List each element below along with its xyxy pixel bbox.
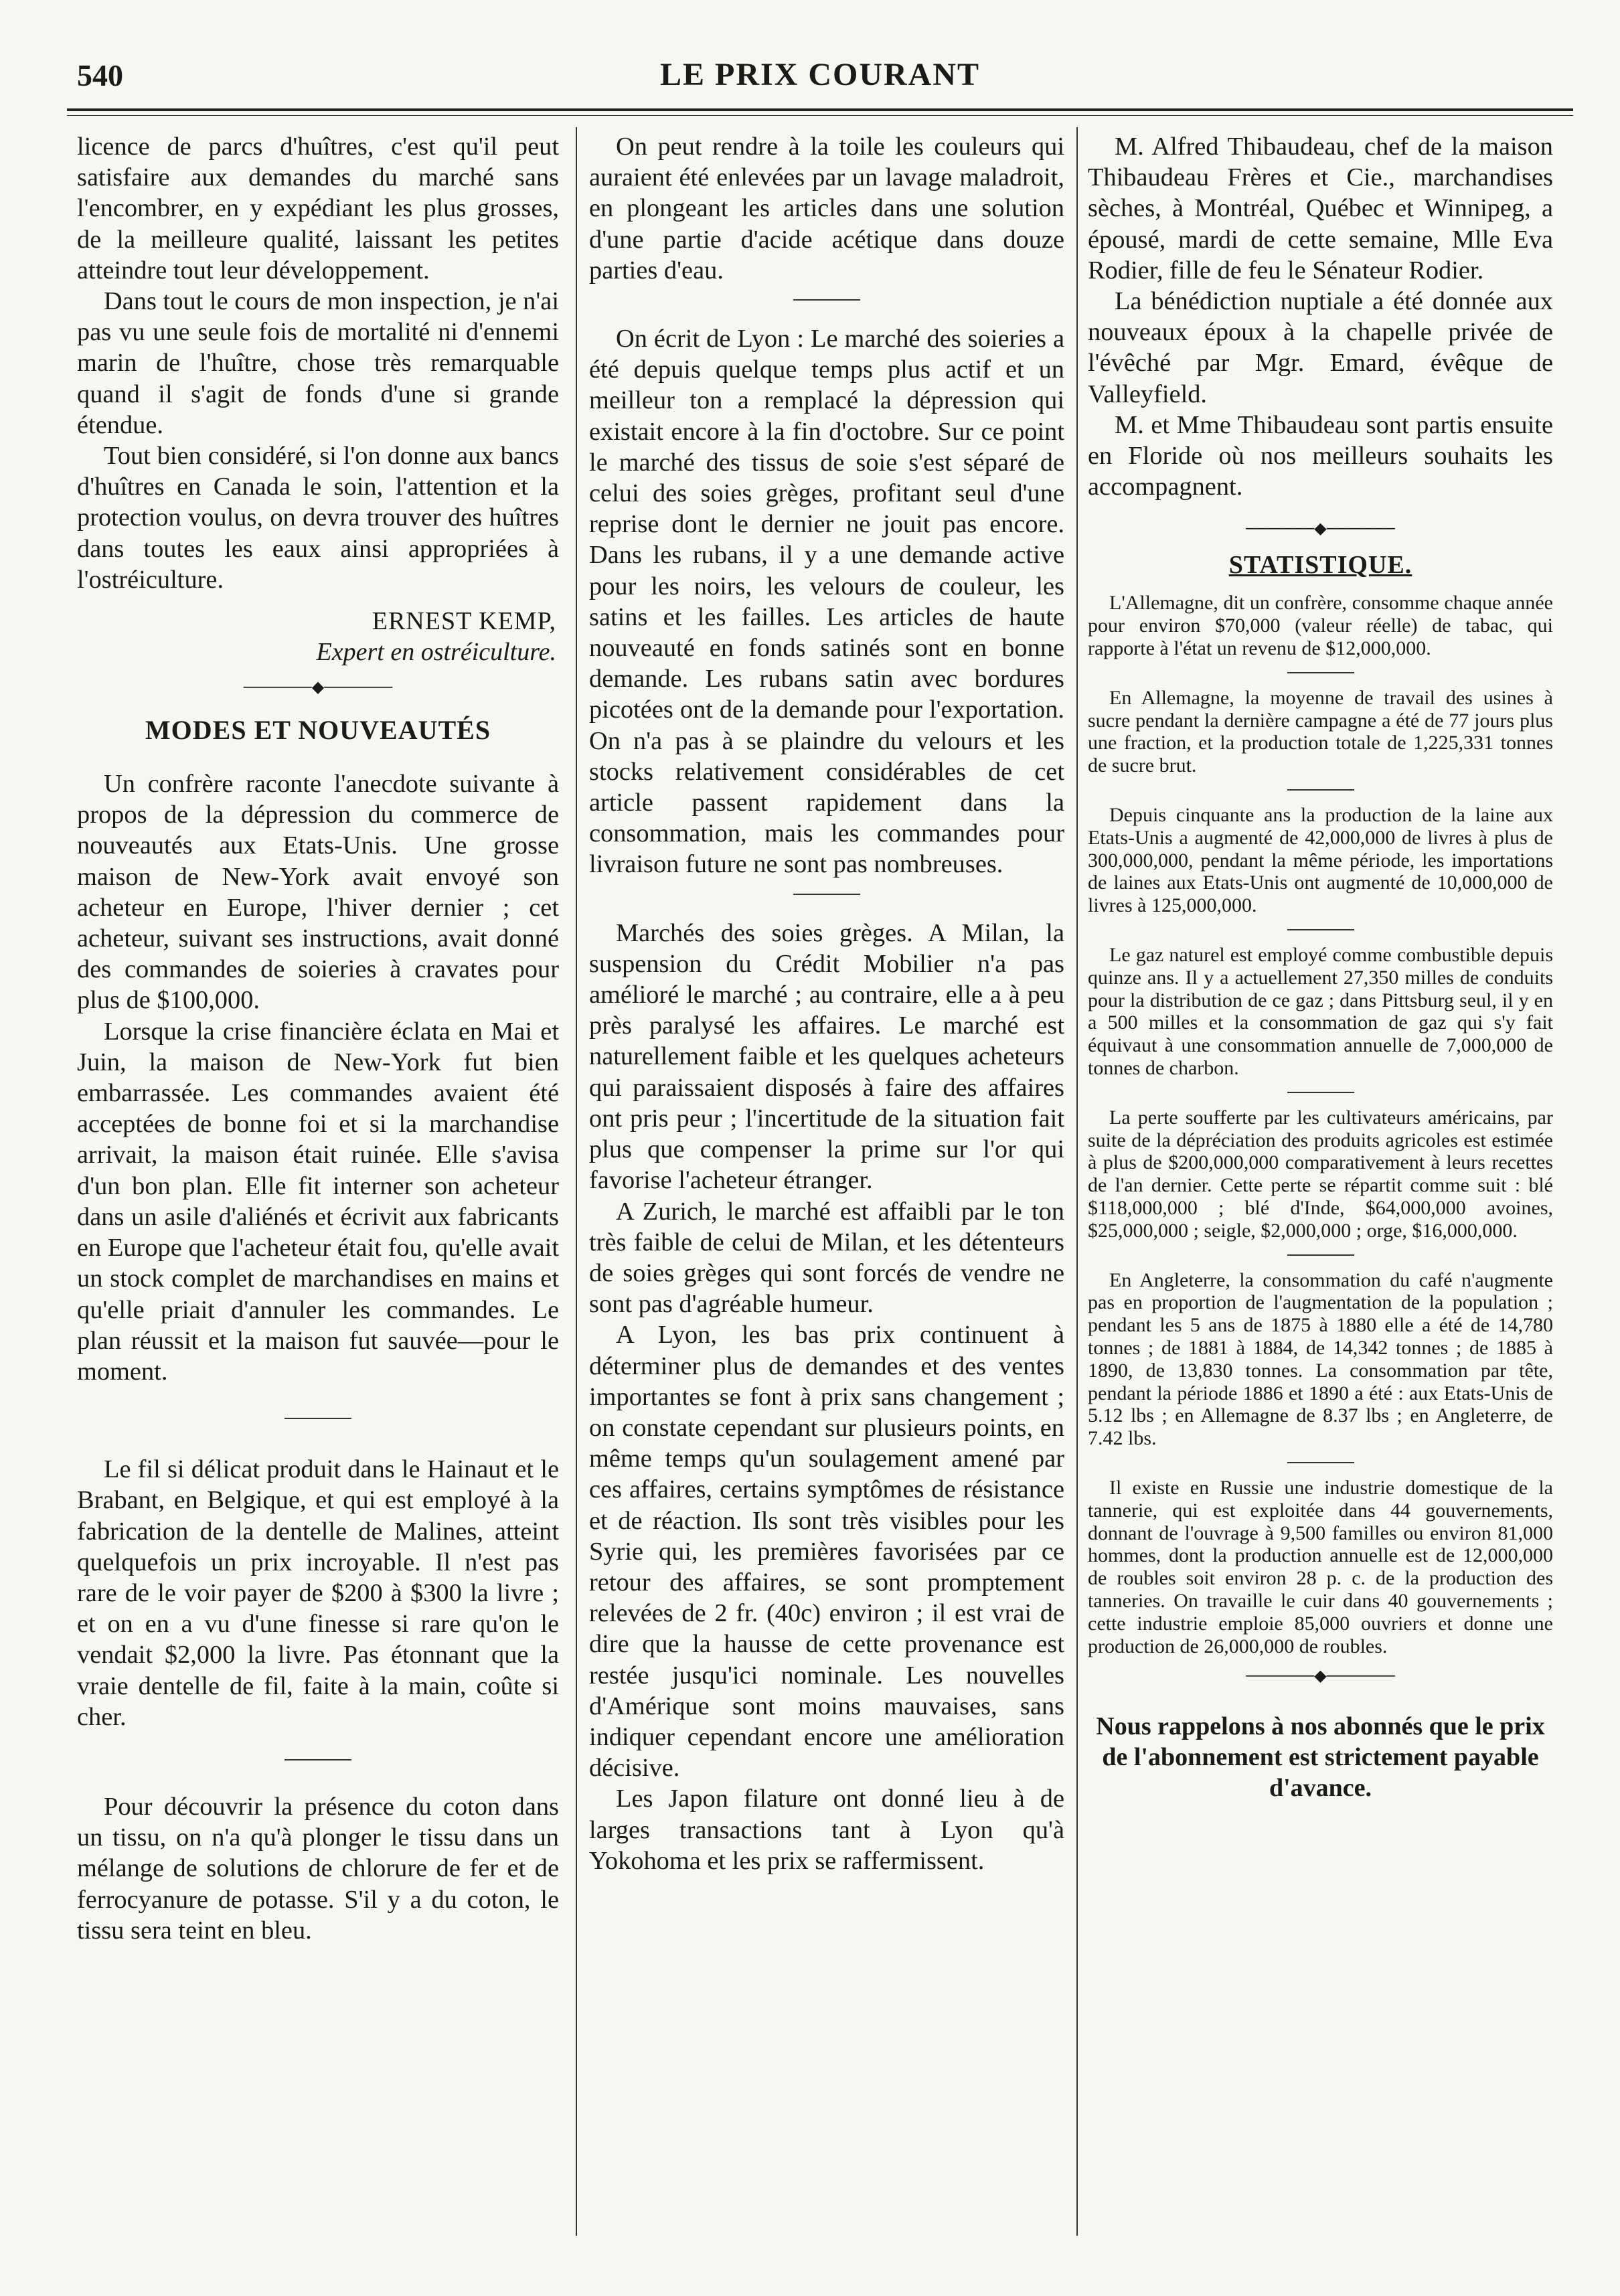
masthead-title: LE PRIX COURANT	[659, 57, 981, 92]
article-separator	[285, 1418, 351, 1419]
stat-us-wool: Depuis cinquante ans la production de la laine aux Etats-Unis a augmenté de 42,000,000 de livres à plus de 300,000,000, pendant la même période, les importations de laines aux Etats-Unis ont augmenté de 10,000,000 de livres à 125,000,000.	[1088, 804, 1553, 917]
japan-paragraph: Les Japon filature ont donné lieu à de larges transactions tant à Lyon qu'à Yokohoma et les prix se raffermissent.	[589, 1785, 1064, 1875]
zurich-paragraph: A Zurich, le marché est affaibli par le ton très faible de celui de Milan, et les détenteurs de soies grèges qui sont forcés de vendre ne sont pas d'agréable humeur.	[589, 1197, 1064, 1319]
article-separator	[1287, 1254, 1354, 1256]
page-header	[67, 52, 1573, 106]
article-separator	[793, 894, 860, 895]
ornament-divider: ──────◆──────	[1246, 1667, 1395, 1686]
stat-germany-sugar: En Allemagne, la moyenne de travail des usines à sucre pendant la dernière campagne a été de 77 jours plus une fraction, et la production totale de 1,225,331 tonnes de sucre brut.	[1088, 686, 1553, 777]
stat-russia-tannery: Il existe en Russie une industrie domestique de la tannerie, qui est exploitée dans 44 gouvernements, donnant de l'ouvrage à 9,500 familles ou environ 81,000 hommes, dont la production annuelle est de 12,000,000 de roubles soit environ 28 p. c. de la production des tanneries. On travaille le cuir dans 40 gouvernements ; cette industrie emploie 85,000 ouvriers et donne une production de 26,000,000 de roubles.	[1088, 1476, 1553, 1657]
oyster-paragraph-3: Tout bien considéré, si l'on donne aux bancs d'huîtres en Canada le soin, l'attention et la protection voulus, on devra trouver des huîtres dans toutes les eaux ainsi appropriées à l'ostréiculture.	[77, 442, 559, 594]
signature-title: Expert en ostréiculture.	[316, 638, 556, 667]
linen-paragraph: On peut rendre à la toile les couleurs qui auraient été enlevées par un lavage maladroit, en plongeant les articles dans une solution d'une partie d'acide acétique dans douze parties d'eau.	[589, 133, 1064, 284]
article-separator	[1287, 789, 1354, 791]
article-separator	[1287, 1462, 1354, 1463]
oyster-paragraph-1: licence de parcs d'huîtres, c'est qu'il peut satisfaire aux demandes du marché sans l'encombrer, en y expédiant les plus grosses, de la meilleure qualité, laissant les petites atteindre tout leur développement.	[77, 133, 559, 284]
oyster-paragraph-2: Dans tout le cours de mon inspection, je n'ai pas vu une seule fois de mortalité ni d'ennemi marin de l'huître, chose très remarquable quand il s'agit de fonds d'une si grande étendue.	[77, 287, 559, 439]
modes-paragraph-2: Lorsque la crise financière éclata en Mai et Juin, la maison de New-York fut bien embarrassée. Les commandes avaient été acceptées de bonne foi et si la marchandise arrivait, la maison était ruinée. Elle s'avisa d'un bon plan. Elle fit interner son acheteur dans un asile d'aliénés et écrivit aux fabricants en Europe que l'acheteur était fou, qu'elle avait un stock complet de marchandises en mains et qu'elle priait d'annuler les commandes. Le plan réussit et la maison fut sauvée—pour le moment.	[77, 1017, 559, 1386]
cotton-paragraph: Pour découvrir la présence du coton dans un tissu, on n'a qu'à plonger le tissu dans un mélange de solutions de chlorure de fer et de ferrocyanure de potasse. S'il y a du coton, le tissu sera teint en bleu.	[77, 1792, 559, 1945]
column-2	[589, 131, 1064, 2233]
ornament-divider: ──────◆──────	[1246, 520, 1395, 538]
ornament-divider: ──────◆──────	[243, 679, 393, 697]
wedding-paragraph-1: M. Alfred Thibaudeau, chef de la maison Thibaudeau Frères et Cie., marchandises sèches, à Montréal, Québec et Winnipeg, a épousé, mardi de cette semaine, Mlle Eva Rodier, fille de feu le Sénateur Rodier.	[1088, 133, 1553, 284]
signature	[77, 606, 559, 667]
column-1	[77, 131, 559, 2233]
article-separator	[1287, 929, 1354, 930]
page-number: 540	[77, 58, 123, 92]
article-separator	[285, 1759, 351, 1760]
header-rule-thin	[67, 115, 1573, 116]
column-3	[1088, 131, 1553, 2233]
modes-paragraph-1: Un confrère raconte l'anecdote suivante à propos de la dépression du commerce de nouveautés aux Etats-Unis. Une grosse maison de New-York avait envoyé son acheteur en Europe, l'hiver dernier ; cet acheteur, suivant ses instructions, avait donné des commandes de soieries à cravates pour plus de $100,000.	[77, 770, 559, 1015]
header-rule	[67, 108, 1573, 111]
article-separator	[1287, 1092, 1354, 1093]
subscription-notice: Nous rappelons à nos abonnés que le prix de l'abonnement est strictement payable d'avance.	[1096, 1712, 1545, 1803]
signature-name: ERNEST KEMP,	[372, 607, 556, 636]
stat-natural-gas: Le gaz naturel est employé comme combustible depuis quinze ans. Il y a actuellement 27,350 milles de conduits pour la distribution de ce gaz ; dans Pittsburg seul, il y en a 500 milles et la consommation de gaz qui s'y fait équivaut à une consommation annuelle de 7,000,000 de tonnes de charbon.	[1088, 944, 1553, 1079]
wedding-paragraph-3: M. et Mme Thibaudeau sont partis ensuite en Floride où nos meilleurs souhaits les accompagnent.	[1088, 410, 1553, 501]
stat-germany-tobacco: L'Allemagne, dit un confrère, consomme chaque année pour environ $70,000 (valeur réelle) de tabac, qui rapporte à l'état un revenu de $12,000,000.	[1088, 592, 1553, 660]
article-separator	[793, 299, 860, 301]
lace-paragraph: Le fil si délicat produit dans le Hainaut et le Brabant, en Belgique, et qui est employé à la fabrication de la dentelle de Malines, atteint quelquefois un prix incroyable. Il n'est pas rare de le voir payer de $200 à $300 la livre ; et on en a vu d'une finesse si rare qu'on le vendait $2,000 la livre. Pas étonnant que la vraie dentelle de fil, faite à la main, coûte si cher.	[77, 1455, 559, 1731]
wedding-paragraph-2: La bénédiction nuptiale a été donnée aux nouveaux époux à la chapelle privée de l'évêché par Mgr. Emard, évêque de Valleyfield.	[1088, 287, 1553, 408]
stat-farm-losses: La perte soufferte par les cultivateurs américains, par suite de la dépréciation des produits agricoles est estimée à plus de $200,000,000 comparativement à leurs recettes de l'an dernier. Cette perte se répartit comme suit : blé $118,000,000 ; blé d'Inde, $64,000,000 avoines, $25,000,000 ; seigle, $2,000,000 ; orge, $16,000,000.	[1088, 1106, 1553, 1242]
stat-england-coffee: En Angleterre, la consommation du café n'augmente pas en proportion de l'augmentation de la population ; pendant les 5 ans de 1875 à 1880 elle a été de 14,780 tonnes ; de 1881 à 1884, de 14,342 tonnes ; de 1885 à 1890, de 13,830 tonnes. La consommation par tête, pendant la période 1886 et 1890 a été : aux Etats-Unis de 5.12 lbs ; en Allemagne de 8.37 lbs ; en Angleterre, de 7.42 lbs.	[1088, 1268, 1553, 1450]
section-title-modes: MODES ET NOUVEAUTÉS	[145, 715, 491, 746]
raw-silk-paragraph: Marchés des soies grèges. A Milan, la suspension du Crédit Mobilier n'a pas amélioré le marché ; au contraire, elle a à peu près paralysé les affaires. Le marché est naturellement faible et les quelques acheteurs qui paraissaient disposés à faire des affaires ont pris peur ; l'incertitude de la situation fait plus que compenser la prime sur l'or qui favorise l'acheteur étranger.	[589, 918, 1064, 1195]
lyon-silk-paragraph: On écrit de Lyon : Le marché des soieries a été depuis quelque temps plus actif et un meilleur ton a remplacé la dépression qui existait encore à la fin d'octobre. Sur ce point le marché des tissus de soie s'est séparé de celui des soies grèges, profitant seul d'une reprise dont le dernier ne jouit pas encore. Dans les rubans, il y a une demande active pour les noirs, les velours de couleur, les satins et les failles. Les articles de haute nouveauté en fonds satinés sont en bonne demande. Les rubans satin avec bordures picotées ont de la demande pour l'exportation. On n'a pas à se plaindre du velours et les stocks relativement considérables de cet article passent rapidement dans la consommation, mais les commandes pour livraison future ne sont pas nombreuses.	[589, 325, 1064, 879]
column-divider-2	[1076, 127, 1078, 2236]
article-separator	[1287, 672, 1354, 673]
section-title-statistique: STATISTIQUE.	[1228, 551, 1412, 580]
column-divider-1	[576, 127, 577, 2236]
lyon-prices-paragraph: A Lyon, les bas prix continuent à déterminer plus de demandes et des ventes importantes se font à prix sans changement ; on constate cependant sur plusieurs points, en même temps qu'un soulagement amené par ces affaires, certains symptômes de résistance et de réaction. Ils sont très visibles pour les Syrie qui, les premières favorisées par ce retour des affaires, se sont promptement relevées de 2 fr. (40c) environ ; il est vrai de dire que la hausse de cette provenance est restée jusqu'ici nominale. Les nouvelles d'Amérique sont moins mauvaises, sans indiquer cependant encore une amélioration décisive.	[589, 1321, 1064, 1783]
